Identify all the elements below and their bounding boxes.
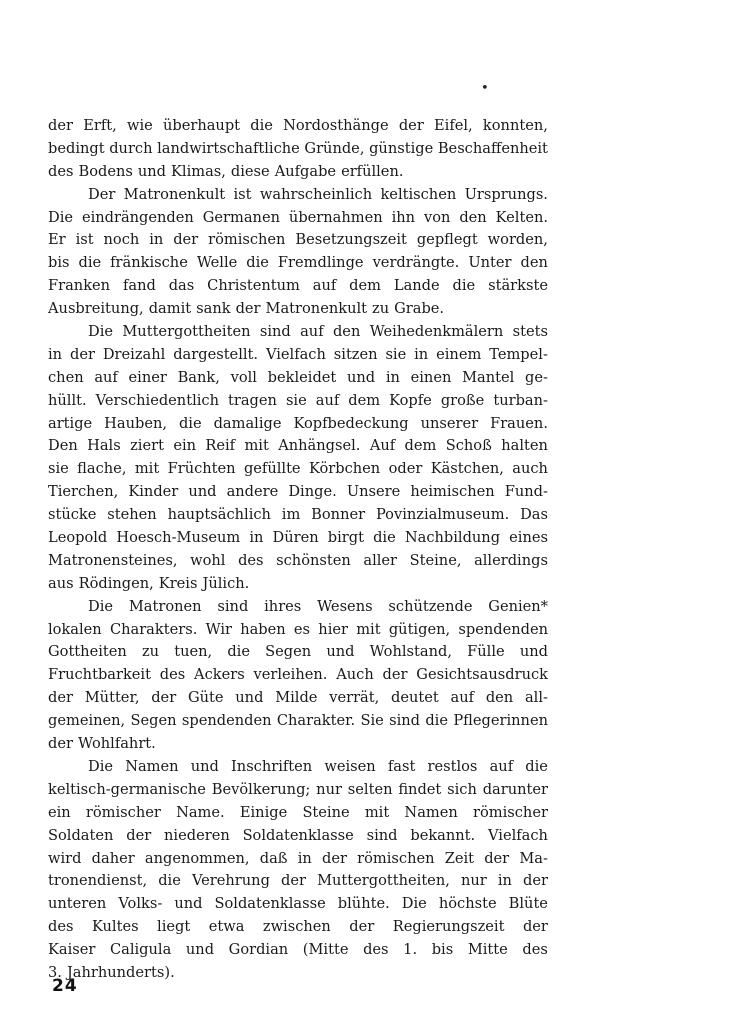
text-line: Franken fand das Christentum auf dem Lande die stärkste — [48, 277, 548, 295]
text-line: bis die fränkische Welle die Fremdlinge verdrängte. Unter den — [48, 254, 548, 272]
text-line: Den Hals ziert ein Reif mit Anhängsel. Auf dem Schoß halten — [48, 437, 548, 455]
text-line: Matronensteines, wohl des schönsten aller Steine, allerdings — [48, 551, 548, 569]
text-line: bedingt durch landwirtschaftliche Gründe, günstige Beschaffenheit — [48, 139, 548, 157]
text-line: des Kultes liegt etwa zwischen der Regierungszeit der — [48, 918, 548, 936]
text-line: hüllt. Verschiedentlich tragen sie auf dem Kopfe große turban- — [48, 391, 548, 409]
text-line: Tierchen, Kinder und andere Dinge. Unsere heimischen Fund- — [48, 483, 548, 501]
text-line: Leopold Hoesch-Museum in Düren birgt die Nachbildung eines — [48, 529, 548, 547]
text-line: der Wohlfahrt. — [48, 735, 156, 753]
text-line: Die eindrängenden Germanen übernahmen ihn von den Kelten. — [48, 208, 548, 226]
text-line: in der Dreizahl dargestellt. Vielfach sitzen sie in einem Tempel- — [48, 345, 548, 363]
text-line: ein römischer Name. Einige Steine mit Namen römischer — [48, 803, 548, 821]
text-line: 3. Jahrhunderts). — [48, 963, 175, 981]
text-line: Kaiser Caligula und Gordian (Mitte des 1. bis Mitte des — [48, 941, 548, 959]
text-line: Soldaten der niederen Soldatenklasse sind bekannt. Vielfach — [48, 826, 548, 844]
text-line: des Bodens und Klimas, diese Aufgabe erfüllen. — [48, 162, 404, 180]
page-mark: • — [481, 81, 489, 96]
text-line: artige Hauben, die damalige Kopfbedeckung unserer Frauen. — [48, 414, 548, 432]
text-line: der Mütter, der Güte und Milde verrät, deutet auf den all- — [48, 689, 548, 707]
text-line: Der Matronenkult ist wahrscheinlich keltischen Ursprungs. — [88, 185, 548, 203]
text-line: tronendienst, die Verehrung der Muttergottheiten, nur in der — [48, 872, 548, 890]
text-line: wird daher angenommen, daß in der römischen Zeit der Ma- — [48, 849, 548, 867]
text-line: Die Matronen sind ihres Wesens schützende Genien* — [88, 597, 548, 615]
text-line: Er ist noch in der römischen Besetzungszeit gepflegt worden, — [48, 231, 548, 249]
text-line: aus Rödingen, Kreis Jülich. — [48, 574, 250, 592]
text-line: der Erft, wie überhaupt die Nordosthänge der Eifel, konnten, — [48, 117, 548, 134]
text-line: gemeinen, Segen spendenden Charakter. Sie sind die Pflegerinnen — [48, 712, 548, 730]
page-number: 24 — [52, 976, 78, 996]
text-line: chen auf einer Bank, voll bekleidet und in einen Mantel ge- — [48, 368, 548, 386]
text-line: Ausbreitung, damit sank der Matronenkult zu Grabe. — [48, 300, 445, 318]
text-line: stücke stehen hauptsächlich im Bonner Povinzialmuseum. Das — [48, 506, 548, 524]
body-text — [48, 115, 548, 985]
text-line: unteren Volks- und Soldatenklasse blühte. Die höchste Blüte — [48, 895, 548, 913]
text-line: Fruchtbarkeit des Ackers verleihen. Auch der Gesichtsausdruck — [48, 666, 548, 684]
text-line: sie flache, mit Früchten gefüllte Körbchen oder Kästchen, auch — [48, 460, 548, 478]
text-line: Gottheiten zu tuen, die Segen und Wohlstand, Fülle und — [48, 643, 548, 661]
text-line: lokalen Charakters. Wir haben es hier mit gütigen, spendenden — [48, 620, 548, 638]
text-line: Die Namen und Inschriften weisen fast restlos auf die — [88, 757, 548, 775]
text-line: Die Muttergottheiten sind auf den Weihedenkmälern stets — [88, 323, 548, 341]
text-line: keltisch-germanische Bevölkerung; nur selten findet sich darunter — [48, 780, 548, 798]
